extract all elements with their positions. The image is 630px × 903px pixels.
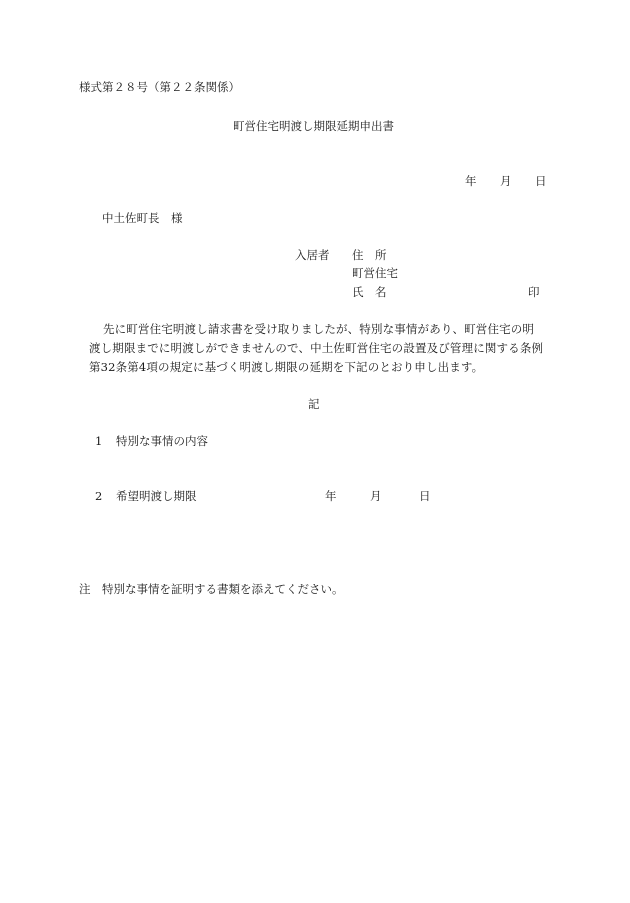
footnote: 注 特別な事情を証明する書類を添えてください。 <box>79 582 344 596</box>
desired-date-year: 年 <box>325 489 337 503</box>
housing-label: 町営住宅 <box>352 266 398 280</box>
name-label: 氏 名 <box>352 285 387 299</box>
body-line-2: 渡し期限までに明渡しができませんので、中土佐町営住宅の設置及び管理に関する条例 <box>89 341 544 355</box>
seal-mark: 印 <box>528 285 540 299</box>
addressee: 中土佐町長 様 <box>102 211 183 225</box>
date-day-label: 日 <box>535 174 547 188</box>
date-month-label: 月 <box>500 174 512 188</box>
body-line-3: 第32条第4項の規定に基づく明渡し期限の延期を下記のとおり申し出ます。 <box>89 360 484 374</box>
item-2-number: 2 <box>95 489 103 503</box>
applicant-label: 入居者 <box>295 248 330 262</box>
item-1-number: 1 <box>95 434 103 448</box>
desired-date-day: 日 <box>419 489 431 503</box>
form-number: 様式第２８号（第２２条関係） <box>79 80 240 94</box>
date-year-label: 年 <box>465 174 477 188</box>
address-label: 住 所 <box>352 248 387 262</box>
body-line-1: 先に町営住宅明渡し請求書を受け取りましたが、特別な事情があり、町営住宅の明 <box>103 322 535 336</box>
item-1-label: 特別な事情の内容 <box>116 434 208 448</box>
desired-date-month: 月 <box>370 489 382 503</box>
document-title: 町営住宅明渡し期限延期申出書 <box>233 119 394 133</box>
ki-heading: 記 <box>308 397 320 411</box>
item-2-label: 希望明渡し期限 <box>116 489 197 503</box>
